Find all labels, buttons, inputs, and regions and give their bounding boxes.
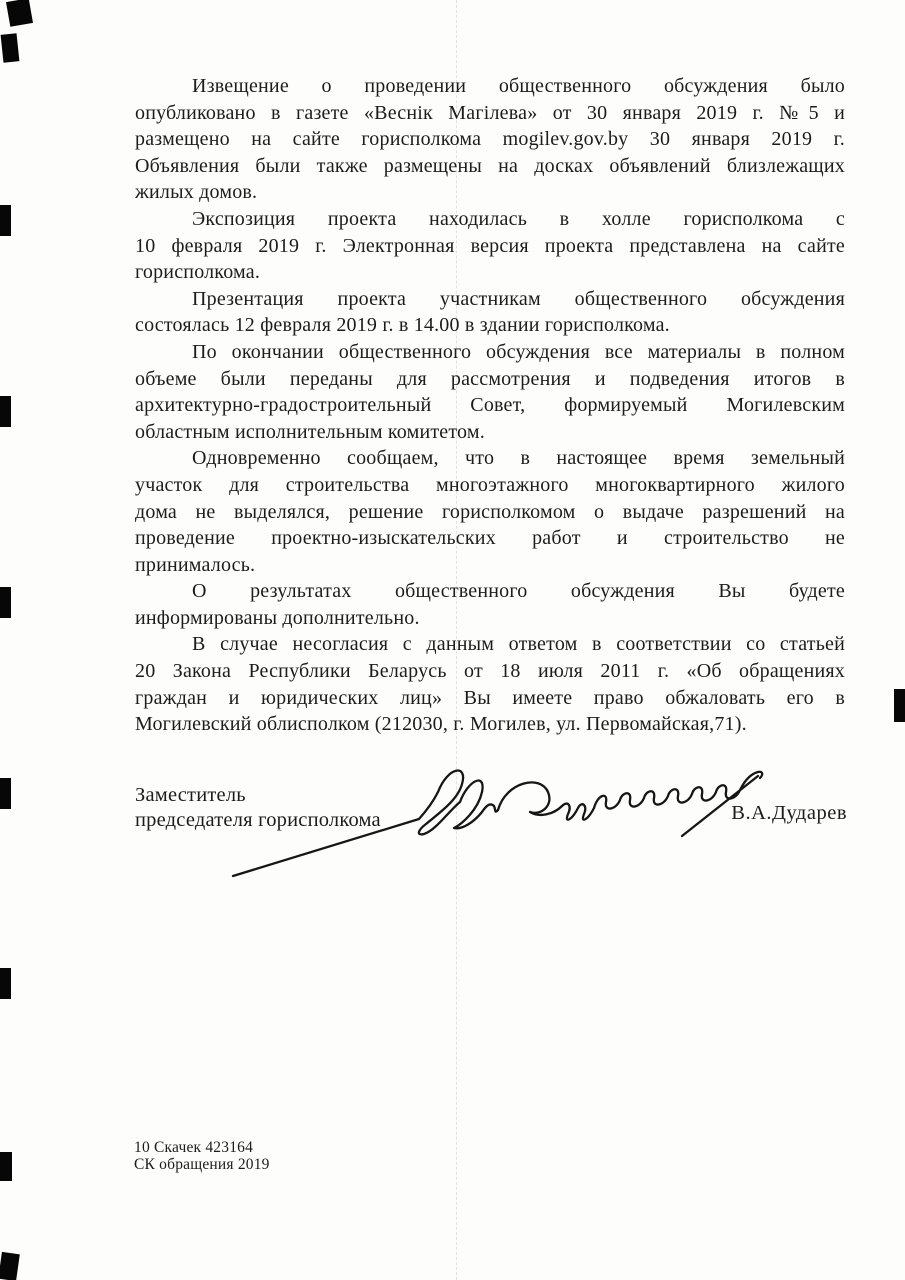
text-line: состоялась 12 февраля 2019 г. в 14.00 в здании горисполкома. xyxy=(135,314,670,337)
scan-mark xyxy=(0,205,11,236)
text-line: объеме были переданы для рассмотрения и подведения итогов в xyxy=(135,367,845,390)
text-line: горисполкома. xyxy=(135,261,261,284)
footer-line-1: 10 Скачек 423164 xyxy=(134,1139,254,1156)
signer-title-line-1: Заместитель xyxy=(135,784,246,806)
paragraph xyxy=(135,339,845,445)
text-line: жилых домов. xyxy=(135,181,258,204)
text-line: дома не выделялся, решение горисполкомом о выдаче разрешений на xyxy=(135,500,845,523)
paragraph xyxy=(135,578,845,631)
scan-mark xyxy=(0,968,11,999)
text-line: участок для строительства многоэтажного многоквартирного жилого xyxy=(135,473,845,496)
paragraph xyxy=(135,286,845,339)
text-line: В случае несогласия с данным ответом в соответствии со статьей xyxy=(192,633,845,656)
text-line: областным исполнительным комитетом. xyxy=(135,420,485,443)
scan-mark xyxy=(1,33,20,63)
text-line: Объявления были также размещены на досках объявлений близлежащих xyxy=(135,154,845,177)
scan-mark xyxy=(0,587,11,618)
text-line: опубликовано в газете «Веснік Магілева» от 30 января 2019 г. №5 и xyxy=(135,101,845,124)
text-line: О результатах общественного обсуждения Вы будете xyxy=(192,580,845,603)
text-line: 10 февраля 2019 г. Электронная версия проекта представлена на сайте xyxy=(135,234,845,257)
scan-mark xyxy=(0,1152,12,1181)
footer-line-2: СК обращения 2019 xyxy=(134,1155,270,1173)
handwritten-signature-icon xyxy=(205,762,770,880)
text-line: Могилевский облисполком (212030, г. Могилев, ул. Первомайская,71). xyxy=(135,713,747,736)
text-line: проведение проектно-изыскательских работ и строительство не xyxy=(135,527,845,550)
text-line: Экспозиция проекта находилась в холле горисполкома с xyxy=(192,207,845,230)
text-line: По окончании общественного обсуждения все материалы в полном xyxy=(192,340,845,363)
text-line: принималось. xyxy=(135,553,256,576)
signer-name: В.А.Дударев xyxy=(731,802,847,824)
text-line: размещено на сайте горисполкома mogilev.gov.by 30 января 2019 г. xyxy=(135,128,845,151)
text-line: информированы дополнительно. xyxy=(135,606,420,629)
reference-footer xyxy=(134,1140,270,1174)
document-body xyxy=(135,73,845,738)
scan-mark xyxy=(894,689,905,722)
text-line: граждан и юридических лиц» Вы имеете право обжаловать его в xyxy=(135,686,845,709)
text-line: архитектурно-градостроительный Совет, формируемый Могилевским xyxy=(135,394,845,417)
text-line: 20 Закона Республики Беларусь от 18 июля 2011 г. «Об обращениях xyxy=(135,660,845,683)
scan-mark xyxy=(0,396,11,427)
signature-stroke xyxy=(233,771,762,876)
paragraph xyxy=(135,206,845,286)
paragraph xyxy=(135,73,845,206)
signer-title-line-2: председателя горисполкома xyxy=(135,808,381,831)
scan-mark xyxy=(0,1252,20,1280)
text-line: Одновременно сообщаем, что в настоящее время земельный xyxy=(192,447,845,470)
paragraph xyxy=(135,445,845,578)
text-line: Извещение о проведении общественного обсуждения было xyxy=(192,75,845,97)
paragraph xyxy=(135,631,845,737)
scan-mark xyxy=(0,778,11,809)
text-line: Презентация проекта участникам общественного обсуждения xyxy=(192,287,845,310)
scan-mark xyxy=(6,0,33,27)
